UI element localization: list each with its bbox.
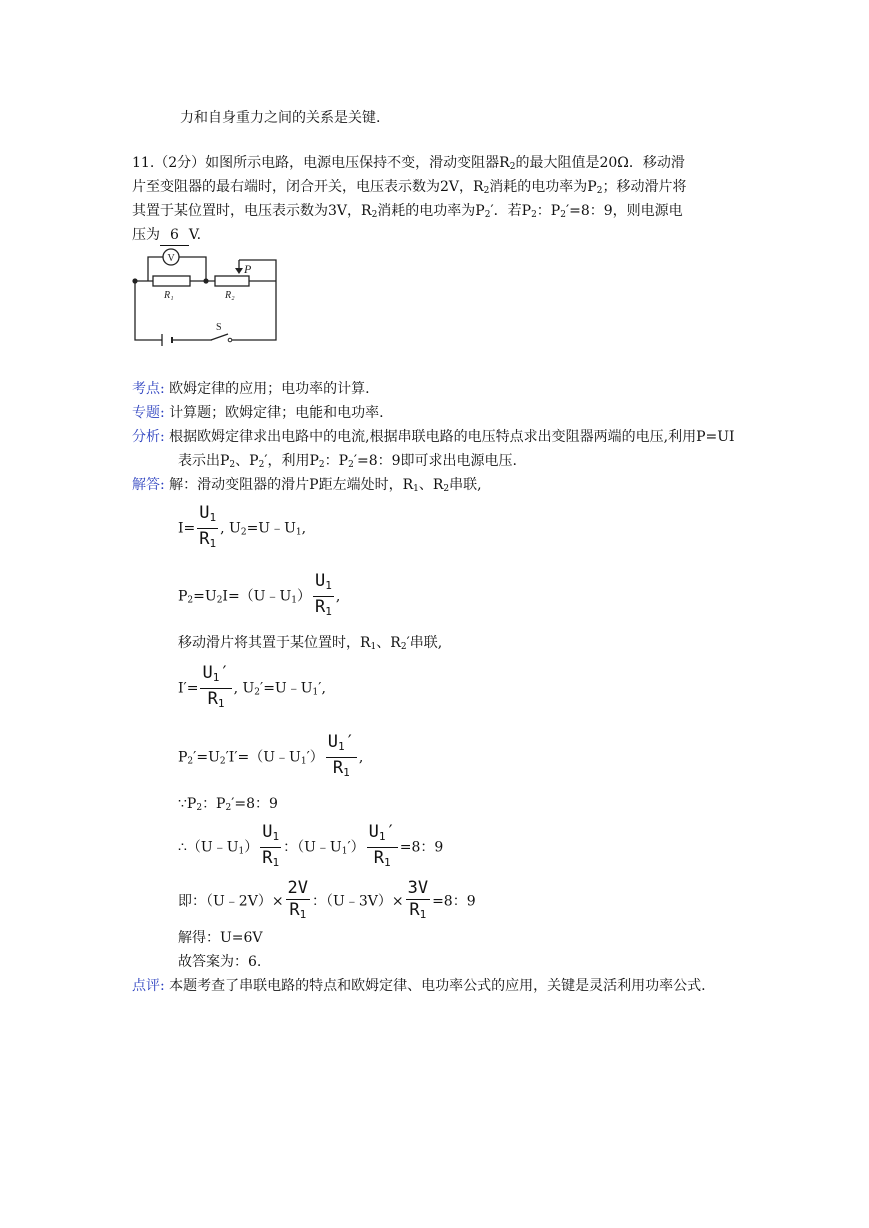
prev-answer-tail: 力和自身重力之间的关系是关键. bbox=[180, 110, 381, 126]
fraction-u1-r1: $\frac{U_1}{R_1}$ bbox=[262, 822, 280, 869]
dianping-label: 点评: bbox=[132, 978, 165, 994]
fraction-u1p-r1: $\frac{U_1'}{R_1}$ bbox=[327, 732, 355, 779]
fraction-2v-r1: $\frac{2V}{R_1}$ bbox=[287, 878, 309, 921]
r1-label: R₁ bbox=[164, 290, 174, 301]
junction-left bbox=[132, 278, 137, 283]
fenxi-row-2: 表示出$P_2$、$P_2'$，利用$P_2$：$P_2'=8$：9即可求出电源电压. bbox=[178, 453, 517, 470]
fenxi-row: 分析: 根据欧姆定律求出电路中的电流,根据串联电路的电压特点求出变阻器两端的电压,利用P=UI bbox=[132, 429, 735, 445]
junction-mid bbox=[203, 278, 208, 283]
zhuanti-row: 专题: 计算题；欧姆定律；电能和电功率. bbox=[132, 405, 384, 421]
sol-move-row: 移动滑片将其置于某位置时，$R_1$、$R_2'$串联, bbox=[178, 635, 443, 652]
eq-power-p2: $P_2=U_2I=(U﹣U_1)$ $\frac{U_1}{R_1}$ , bbox=[178, 572, 340, 621]
fenxi-label: 分析: bbox=[132, 429, 165, 445]
fraction-u1-r1: $\frac{U_1}{R_1}$ bbox=[199, 503, 217, 550]
fraction-u1p-r1: $\frac{U_1'}{R_1}$ bbox=[202, 663, 230, 710]
r2-label: R₂ bbox=[225, 290, 235, 301]
switch-contact bbox=[228, 338, 232, 342]
answer-blank: 6 bbox=[160, 225, 189, 246]
eq-current: I= $\frac{U_1}{R_1}$ , $U_2=U﹣U_1$, bbox=[178, 504, 306, 553]
resistor-r1 bbox=[153, 276, 190, 286]
wire-right bbox=[230, 260, 276, 340]
circuit-diagram bbox=[128, 248, 284, 356]
sol-final-row: 故答案为：6. bbox=[178, 954, 262, 970]
switch-label: S bbox=[216, 322, 222, 333]
kaodian-label: 考点: bbox=[132, 381, 165, 397]
kaodian-row: 考点: 欧姆定律的应用；电功率的计算. bbox=[132, 381, 370, 397]
voltmeter-label: V bbox=[167, 253, 175, 264]
fraction-u1p-r1: $\frac{U_1'}{R_1}$ bbox=[368, 822, 396, 869]
fraction-3v-r1: $\frac{3V}{R_1}$ bbox=[407, 878, 429, 921]
question-line-2: 片至变阻器的最右端时，闭合开关，电压表示数为2V，$R_2$消耗的电功率为$P_2$；移动滑片将 bbox=[132, 179, 687, 196]
wire-left bbox=[135, 281, 162, 340]
question-line-1: 11.（2分）如图所示电路，电源电压保持不变，滑动变阻器$R_2$的最大阻值是20Ω．移动滑 bbox=[132, 155, 685, 172]
fraction-u1-r1: $\frac{U_1}{R_1}$ bbox=[315, 571, 332, 618]
eq-current-prime: I′= $\frac{U_1'}{R_1}$ , $U_2'=U﹣U_1'$, bbox=[178, 664, 326, 713]
eq-power-p2-prime: $P_2'=U_2'I'=(U﹣U_1')$ $\frac{U_1'}{R_1}$ , bbox=[178, 733, 363, 782]
eq-substituted: 即：（U﹣2V）× $\frac{2V}{R_1}$ ：（U﹣3V）× $\frac{3V}{R_1}$ =8：9 bbox=[178, 879, 476, 924]
question-line-4: 压为 6 V. bbox=[132, 225, 201, 246]
sol-because-row: $\because P_2$：$P_2'=8$：9 bbox=[178, 796, 278, 813]
switch-blade bbox=[211, 334, 228, 340]
sol-solve-row: 解得：U=6V bbox=[178, 930, 263, 946]
jieda-row: 解答: 解：滑动变阻器的滑片P距左端处时，$R_1$、$R_2$串联, bbox=[132, 477, 482, 494]
eq-ratio: $\therefore(U﹣U_1)$ $\frac{U_1}{R_1}$ ：$(U﹣U_1')$ $\frac{U_1'}{R_1}$ =8：9 bbox=[178, 823, 443, 872]
slider-arrow bbox=[235, 268, 243, 274]
slider-label: P bbox=[244, 262, 252, 276]
zhuanti-label: 专题: bbox=[132, 405, 165, 421]
jieda-label: 解答: bbox=[132, 477, 165, 493]
resistor-r2 bbox=[215, 276, 249, 286]
dianping-row: 点评: 本题考查了串联电路的特点和欧姆定律、电功率公式的应用，关键是灵活利用功率公式. bbox=[132, 978, 706, 994]
question-line-3: 其置于某位置时，电压表示数为3V，$R_2$消耗的电功率为$P_2'$．若$P_2$：$P_2'=8$：9，则电源电 bbox=[132, 203, 683, 220]
